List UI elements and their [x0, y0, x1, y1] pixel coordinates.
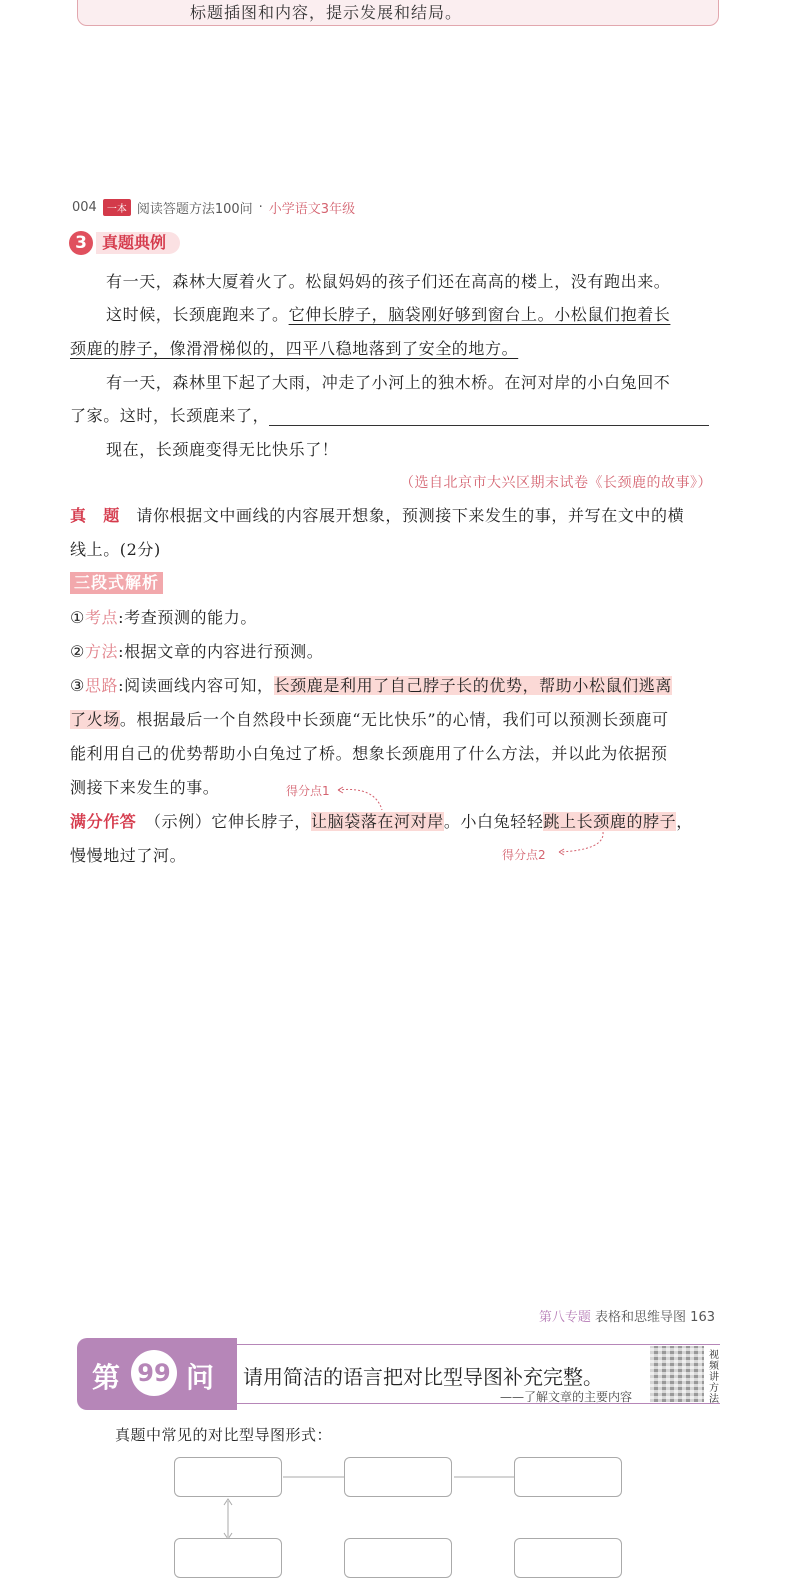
answer-highlight-1: 让脑袋落在河对岸 [311, 812, 444, 831]
common-form-text: 真题中常见的对比型导图形式： [115, 1426, 333, 1444]
p2-plain: 这时候，长颈鹿跑来了。 [106, 305, 289, 324]
header-separator: · [258, 200, 263, 215]
score-point-1: 得分点1 [286, 784, 330, 798]
passage-p1: 有一天，森林大厦着火了。松鼠妈妈的孩子们还在高高的楼上，没有跑出来。 [106, 272, 671, 291]
silu-text-b2: 。根据最后一个自然段中长颈鹿“无比快乐”的心情，我们可以预测长颈鹿可 [119, 710, 669, 729]
map-box-5 [344, 1538, 452, 1578]
kaodian-label: 考点 [84, 608, 119, 627]
kaodian-num: ① [70, 608, 85, 627]
kaodian-line [70, 608, 715, 628]
video-method-label: 视频讲方法 [709, 1350, 719, 1405]
question-label: 真 题 [70, 506, 120, 525]
question-line1 [70, 506, 715, 526]
score-point-2-arrow [555, 830, 615, 856]
section-title: 真题典例 [96, 232, 180, 254]
tip-text: 标题插图和内容，提示发展和结局。 [190, 3, 463, 22]
silu-highlight-b: 了火场 [70, 710, 120, 729]
p3-text: 了家。这时，长颈鹿来了， [70, 406, 270, 425]
passage-p3-line2 [70, 406, 715, 426]
map-box-6 [514, 1538, 622, 1578]
q99-subtitle: ——了解文章的主要内容 [500, 1390, 633, 1404]
map-box-2 [344, 1457, 452, 1497]
silu-line1 [70, 676, 715, 696]
answer-a5: ， [676, 812, 693, 831]
chapter-label: 第八专题 [538, 1310, 591, 1325]
answer-line1 [70, 812, 715, 832]
score-point-1-arrow [330, 784, 390, 814]
fangfa-num: ② [70, 642, 85, 661]
page-number: 004 [72, 200, 97, 215]
kaodian-text: :考查预测的能力。 [118, 608, 257, 627]
fangfa-text: :根据文章的内容进行预测。 [118, 642, 324, 661]
passage-p2-line1 [70, 305, 751, 325]
passage-source: （选自北京市大兴区期末试卷《长颈鹿的故事》） [400, 475, 712, 491]
answer-label: 满分作答 [70, 812, 137, 831]
q99-first-char: 第 [92, 1361, 121, 1394]
silu-num: ③ [70, 676, 85, 695]
map-box-3 [514, 1457, 622, 1497]
passage-p3-line1: 有一天，森林里下起了大雨，冲走了小河上的独木桥。在河对岸的小白兔回不 [106, 373, 671, 392]
answer-highlight-2: 跳上长颈鹿的脖子 [543, 812, 677, 831]
map-box-4 [174, 1538, 282, 1578]
q99-title: 请用简洁的语言把对比型导图补充完整。 [243, 1365, 603, 1389]
question-text-a: 请你根据文中画线的内容展开想象，预测接下来发生的事，并写在文中的横 [136, 506, 685, 525]
analysis-heading: 三段式解析 [70, 572, 163, 594]
passage-p2-line2: 颈鹿的脖子，像滑滑梯似的，四平八稳地落到了安全的地方。 [70, 339, 519, 358]
chapter-title: 表格和思维导图 [595, 1310, 687, 1325]
page-footer-header [539, 1306, 715, 1325]
silu-line4: 测接下来发生的事。 [70, 778, 220, 797]
silu-text-a1: :阅读画线内容可知， [118, 676, 274, 695]
book-title: 阅读答题方法100问 [136, 202, 253, 217]
answer-blank-line [269, 411, 709, 426]
map-box-1 [174, 1457, 282, 1497]
silu-highlight-a: 长颈鹿是利用了自己脖子长的优势，帮助小松鼠们逃离 [273, 676, 672, 695]
answer-a1: （示例）它伸长脖子， [153, 812, 312, 831]
q99-number: 99 [131, 1350, 177, 1396]
section-number: 3 [69, 231, 93, 255]
page-number-163: 163 [690, 1310, 715, 1325]
silu-line2 [70, 710, 715, 730]
fangfa-line [70, 642, 715, 662]
answer-line2: 慢慢地过了河。 [70, 846, 187, 865]
fangfa-label: 方法 [84, 642, 119, 661]
page-header [72, 198, 355, 217]
qr-code-pattern [650, 1346, 704, 1402]
silu-line3: 能利用自己的优势帮助小白兔过了桥。想象长颈鹿用了什么方法，并以此为依据预 [70, 744, 668, 763]
q99-ask-char: 问 [186, 1361, 215, 1394]
p2-underlined: 它伸长脖子，脑袋刚好够到窗台上。小松鼠们抱着长 [288, 305, 671, 324]
silu-label: 思路 [84, 676, 119, 695]
score-point-2: 得分点2 [502, 848, 546, 862]
answer-a3: 。小白兔轻轻 [443, 812, 544, 831]
brand-logo: 一本 [103, 199, 131, 216]
question-line2: 线上。(2分) [70, 540, 161, 559]
grade-label: 小学语文3年级 [268, 202, 356, 217]
passage-p4: 现在，长颈鹿变得无比快乐了！ [106, 440, 339, 459]
